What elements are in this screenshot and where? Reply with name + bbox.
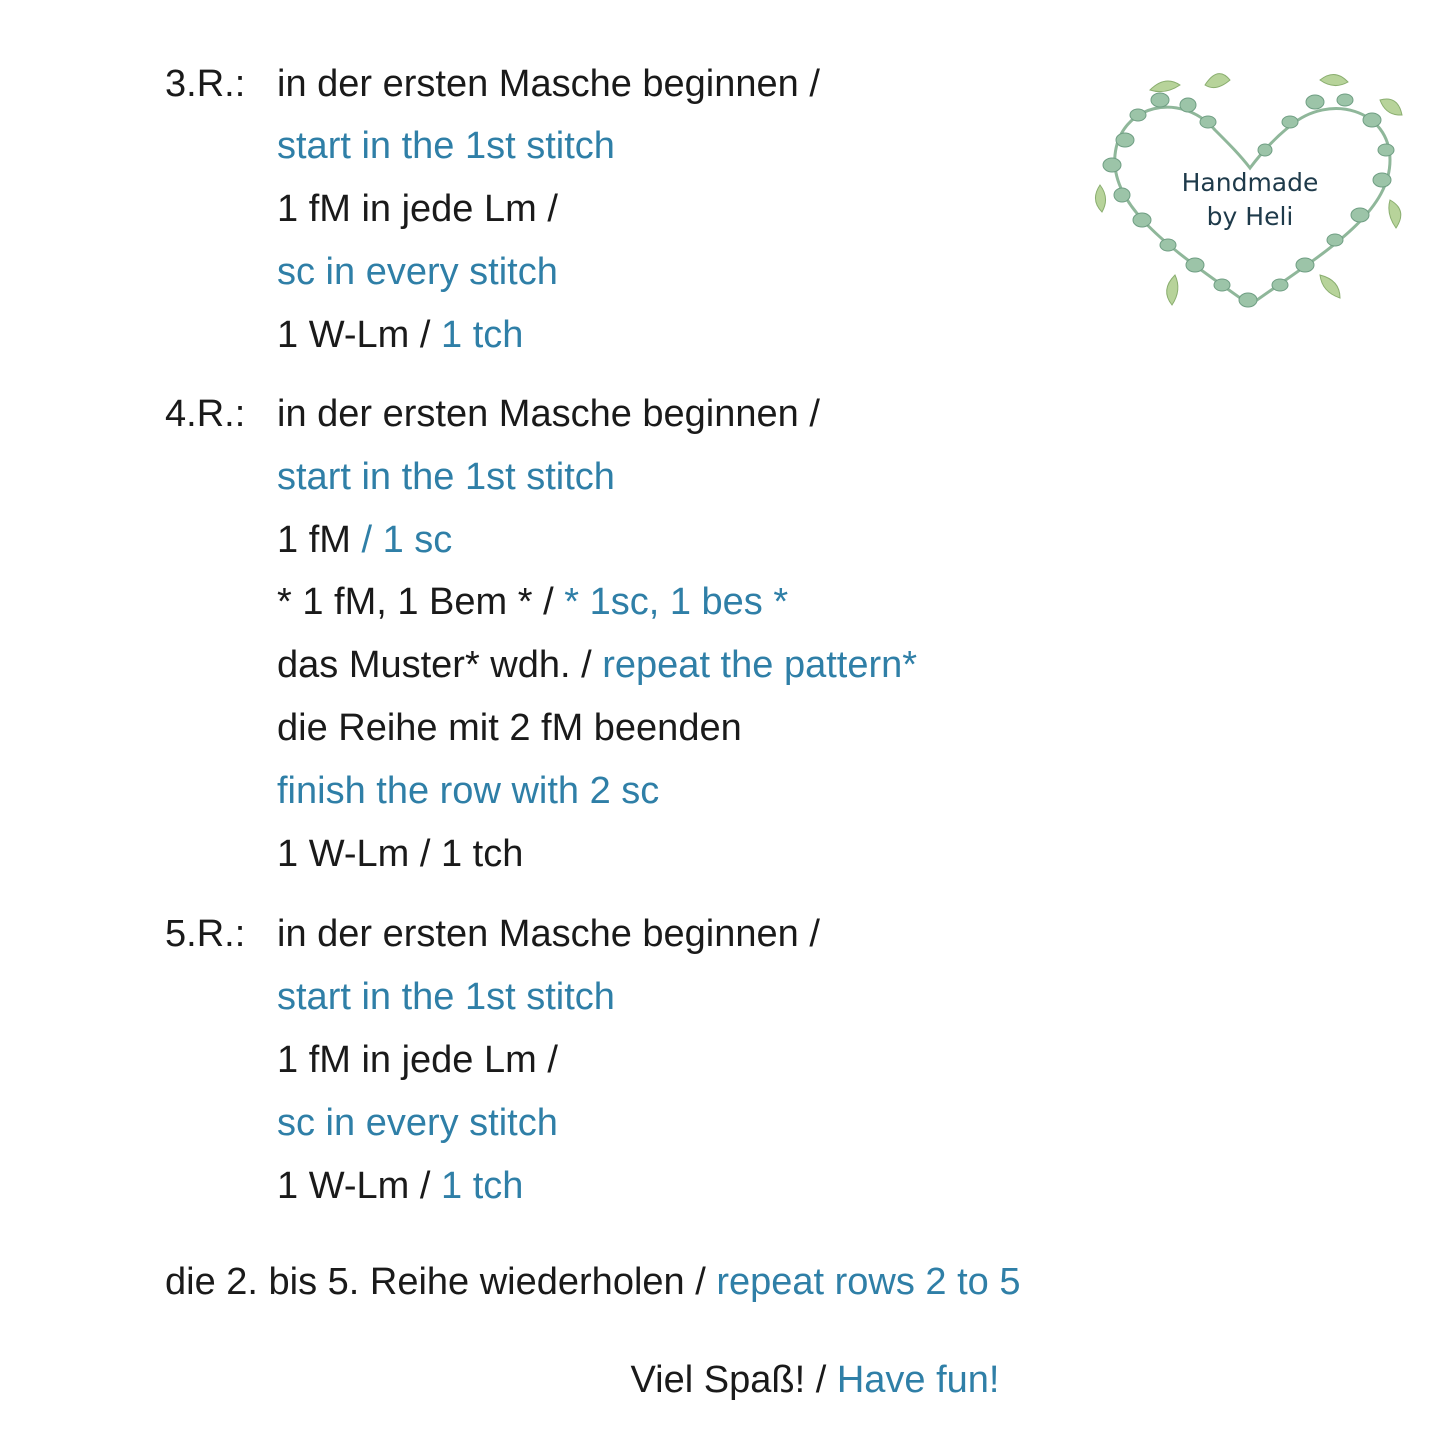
logo-line-1: Handmade (1181, 168, 1319, 197)
text-english: repeat the pattern* (602, 644, 918, 686)
row-5-line-5 (277, 1166, 523, 1206)
row-5-line-1 (277, 914, 820, 954)
text-english: sc in every stitch (277, 1102, 558, 1144)
text-english: repeat rows 2 to 5 (716, 1261, 1021, 1303)
text-german: 1 W-Lm / (277, 1165, 441, 1207)
text-english: start in the 1st stitch (277, 976, 615, 1018)
row-label-4: 4.R.: (165, 393, 246, 435)
text-english: start in the 1st stitch (277, 125, 615, 167)
text-german: die 2. bis 5. Reihe wiederholen / (165, 1261, 717, 1303)
handmade-logo (1090, 60, 1410, 340)
eucalyptus-heart-icon (1090, 60, 1410, 340)
text-german: in der ersten Masche beginnen / (277, 393, 820, 435)
text-english: * 1sc, 1 bes * (564, 581, 789, 623)
row-3-line-1 (277, 64, 820, 104)
row-4-line-4 (277, 582, 788, 622)
text-german: Viel Spaß! / (630, 1359, 837, 1401)
text-german: 1 W-Lm / (277, 314, 441, 356)
repeat-instruction (165, 1262, 1021, 1302)
text-german: das Muster* wdh. / (277, 644, 603, 686)
row-4-line-8 (277, 834, 523, 874)
text-english: / 1 sc (361, 519, 453, 561)
row-3-line-5 (277, 315, 523, 355)
row-5-line-4 (277, 1103, 558, 1143)
closing-line (0, 1360, 1440, 1400)
row-3-line-3 (277, 189, 558, 229)
text-german: 1 fM in jede Lm / (277, 188, 558, 230)
text-german: 1 fM (277, 519, 362, 561)
text-german: in der ersten Masche beginnen / (277, 913, 820, 955)
row-5-line-2 (277, 977, 615, 1017)
row-4-line-1 (277, 394, 820, 434)
row-3-line-4 (277, 252, 558, 292)
row-4-line-5 (277, 645, 917, 685)
row-4-line-2 (277, 457, 615, 497)
text-english: 1 tch (441, 1165, 524, 1207)
row-label-5: 5.R.: (165, 913, 246, 955)
text-german: 1 fM in jede Lm / (277, 1039, 558, 1081)
text-english: finish the row with 2 sc (277, 770, 660, 812)
text-english: 1 tch (441, 314, 524, 356)
text-german: in der ersten Masche beginnen / (277, 63, 820, 105)
row-4-line-3 (277, 520, 452, 560)
text-english: start in the 1st stitch (277, 456, 615, 498)
row-3-line-2 (277, 126, 615, 166)
text-english: Have fun! (836, 1359, 1000, 1401)
row-4-line-6 (277, 708, 742, 748)
row-4-line-7 (277, 771, 659, 811)
row-label-3: 3.R.: (165, 63, 246, 105)
text-english: sc in every stitch (277, 251, 558, 293)
row-5-line-3 (277, 1040, 558, 1080)
text-german: * 1 fM, 1 Bem * / (277, 581, 565, 623)
text-german: die Reihe mit 2 fM beenden (277, 707, 742, 749)
text-german: 1 W-Lm / 1 tch (277, 833, 524, 875)
logo-line-2: by Heli (1206, 202, 1294, 231)
